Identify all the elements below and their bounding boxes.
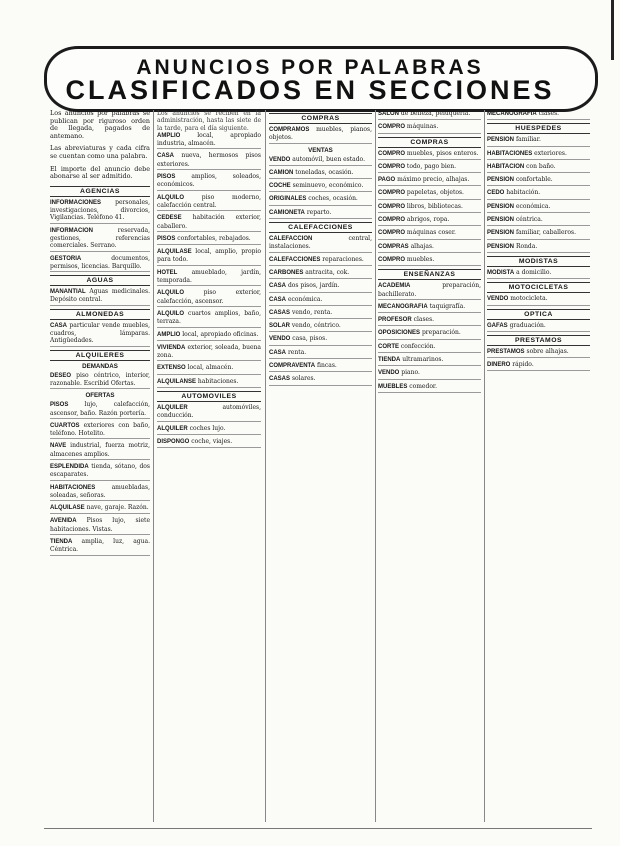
classified-ad (269, 256, 372, 266)
ad-text: libros, bibliotecas. (406, 202, 463, 210)
classified-ad (487, 163, 590, 173)
ad-keyword: EXTENSO (157, 365, 186, 372)
classified-ad (378, 329, 481, 339)
classified-ad (487, 229, 590, 239)
ad-keyword: MECANOGRAFIA (378, 303, 428, 310)
column-3 (269, 110, 372, 825)
ad-keyword: ALQUILASE (157, 249, 192, 256)
classified-ad (487, 110, 590, 120)
ad-keyword: COMPRO (378, 124, 405, 131)
ad-keyword: CALEFACCIONES (269, 256, 321, 263)
intro-paragraph: El importe del anuncio debe abonarse al ser admitido. (50, 164, 150, 181)
ad-text: lujo, calefacción, ascensor, baño. Razón portería. (50, 401, 150, 417)
classified-ad (269, 209, 372, 219)
ad-text: exterior, soleada, buena zona. (157, 343, 261, 360)
ad-text: todo, pago bien. (406, 162, 457, 170)
classified-ad (269, 235, 372, 253)
ad-keyword: GAFAS (487, 322, 508, 329)
ad-keyword: COMPRO (378, 150, 405, 157)
ad-keyword: CASA (50, 322, 68, 329)
ad-text: automóvil, buen estado. (292, 155, 365, 163)
ad-keyword: CALEFACCION (269, 236, 313, 243)
ad-text: económica. (515, 202, 551, 210)
classified-ad (378, 150, 481, 160)
classified-ad (378, 256, 481, 266)
ad-text: amplia, luz, agua. Céntrica. (50, 538, 150, 554)
classified-ad (269, 296, 372, 306)
classified-ad (157, 425, 261, 435)
ad-text: taquigrafía. (429, 302, 466, 310)
ad-keyword: AMPLIO (157, 132, 181, 139)
classified-ad (269, 309, 372, 319)
ad-keyword: AVENIDA (50, 518, 77, 525)
ad-keyword: PROFESOR (378, 317, 412, 324)
classified-ad (269, 375, 372, 385)
ad-keyword: CUARTOS (50, 422, 80, 429)
ad-text: cuartos amplios, baño, terraza. (157, 309, 261, 326)
ad-keyword: MECANOGRAFIA (487, 111, 537, 117)
column-1 (50, 110, 150, 825)
ad-text: comedor. (409, 382, 438, 390)
ad-text: Aguas medicinales. Depósito central. (50, 288, 150, 304)
header-title-line2: CLASIFICADOS EN SECCIONES (65, 75, 555, 105)
ad-text: abrigos, ropa. (406, 216, 450, 224)
notice-paragraph: Los anuncios se reciben en la administración, hasta las siete de la tarde, para el día siguiente. (157, 110, 261, 132)
ad-text: Ronda. (515, 242, 538, 250)
ad-text: reparaciones. (322, 255, 364, 263)
classified-ad (50, 484, 150, 502)
classified-ad (50, 227, 150, 252)
ad-text: graduación. (509, 321, 546, 329)
ad-keyword: COMPRO (378, 163, 405, 170)
ad-keyword: CASAS (269, 309, 291, 316)
classified-ad (269, 195, 372, 205)
ad-keyword: TIENDA (378, 357, 401, 364)
ad-keyword: CASA (269, 349, 287, 356)
ad-text: habitación. (506, 189, 541, 197)
ad-keyword: PENSION (487, 217, 515, 224)
classified-ad (50, 538, 150, 556)
classified-ad (269, 126, 372, 144)
section-heading: AGENCIAS (50, 186, 150, 197)
classified-ad (157, 214, 261, 232)
ad-text: piano. (401, 369, 420, 377)
ad-text: automóviles, conducción. (157, 404, 261, 420)
ad-keyword: HABITACIONES (50, 484, 96, 491)
section-heading: ALQUILERES (50, 350, 150, 361)
classified-ad (157, 378, 261, 388)
ad-keyword: CEDESE (157, 215, 182, 222)
ad-keyword: GESTORIA (50, 255, 82, 262)
classified-ad (269, 269, 372, 279)
classified-ad (50, 463, 150, 481)
classified-ad (378, 123, 481, 133)
ad-keyword: CASA (269, 283, 287, 290)
section-heading: HUESPEDES (487, 123, 590, 134)
section-heading: COMPRAS (378, 137, 481, 148)
classified-ad (487, 243, 590, 253)
ad-text: ultramarinos. (402, 356, 444, 364)
page-edge-mark (611, 0, 614, 60)
classified-ad (157, 438, 261, 448)
ad-keyword: VENDO (269, 156, 291, 163)
ad-text: con baño. (526, 162, 556, 170)
ad-text: local, almacén. (187, 364, 234, 372)
ad-text: rápido. (512, 361, 534, 369)
ad-text: familiar. (515, 136, 541, 144)
classified-ad (50, 288, 150, 306)
ad-text: central, instalaciones. (269, 235, 372, 251)
classified-ad (157, 344, 261, 362)
ad-keyword: DESEO (50, 372, 72, 379)
ad-keyword: PAGO (378, 177, 396, 184)
ad-keyword: PRESTAMOS (487, 348, 525, 355)
ad-keyword: NAVE (50, 443, 67, 450)
ad-text: máximo precio, alhajas. (397, 176, 470, 184)
classified-ad (487, 295, 590, 305)
classified-ad (157, 248, 261, 266)
classified-ad (378, 343, 481, 353)
classified-ad (487, 322, 590, 332)
ad-keyword: PENSION (487, 203, 515, 210)
ad-text: piso moderno, calefacción central. (157, 193, 261, 209)
ad-text: antracita, cok. (305, 268, 350, 276)
classified-ad (378, 316, 481, 326)
ad-text: reservada, gestiones, referencias comerciales. Serrano. (50, 226, 150, 250)
classified-ad (50, 401, 150, 419)
ad-keyword: PISOS (157, 174, 176, 181)
ad-keyword: PENSION (487, 177, 515, 184)
classified-ad (269, 282, 372, 292)
section-heading: MODISTAS (487, 256, 590, 267)
ad-text: habitación exterior, caballero. (157, 214, 261, 230)
classified-ad (269, 322, 372, 332)
column-rule (153, 110, 154, 822)
classified-ad (157, 404, 261, 422)
classified-ad (487, 269, 590, 279)
ad-keyword: COMPRO (378, 256, 405, 263)
classified-ad (378, 303, 481, 313)
ad-text: familiar, caballeros. (515, 229, 576, 237)
section-heading: ALMONEDAS (50, 309, 150, 320)
ad-text: documentos, permisos, licencias. Barquillo. (50, 254, 150, 270)
classified-ad (487, 216, 590, 226)
ad-keyword: ALQUILO (157, 194, 184, 201)
classified-ad (378, 243, 481, 253)
column-2 (157, 110, 261, 825)
ad-text: coche, viajes. (191, 437, 233, 445)
ad-text: seminuevo, económico. (292, 182, 364, 190)
ad-keyword: ESPLENDIDA (50, 463, 89, 470)
ad-keyword: PENSION (487, 230, 515, 237)
ad-text: económica. (287, 295, 323, 303)
ad-text: piso céntrico, interior, razonable. Escribid Ofertas. (50, 371, 150, 387)
ad-keyword: PISOS (157, 235, 176, 242)
section-heading: OPTICA (487, 309, 590, 320)
ad-keyword: PENSION (487, 137, 515, 144)
classified-ad (487, 348, 590, 358)
classified-ad (378, 282, 481, 300)
classified-ad (269, 169, 372, 179)
classified-ad (50, 255, 150, 273)
ad-text: coches lujo. (189, 424, 226, 432)
classified-ad (487, 136, 590, 146)
ad-keyword: CASAS (269, 376, 291, 383)
ad-keyword: COMPRO (378, 217, 405, 224)
ad-text: preparación, bachillerato. (378, 282, 481, 298)
ad-keyword: DISPONGO (157, 438, 190, 445)
classified-ad (378, 203, 481, 213)
ad-keyword: COCHE (269, 183, 291, 190)
ad-text: muebles. (406, 255, 435, 263)
section-heading: MOTOCICLETAS (487, 282, 590, 293)
ad-keyword: ALQUILER (157, 425, 188, 432)
ad-keyword: COMPRAS (378, 243, 409, 250)
ad-keyword: CASA (157, 153, 175, 160)
ad-text: nueva, hermosos pisos exteriores. (157, 152, 261, 168)
ad-text: confortable. (515, 176, 553, 184)
classified-ad (378, 383, 481, 393)
column-rule (375, 110, 376, 822)
classified-ad (487, 150, 590, 160)
column-5 (487, 110, 590, 825)
classified-ad (157, 269, 261, 287)
classified-ad (157, 235, 261, 245)
ad-keyword: PENSION (487, 243, 515, 250)
ad-text: alhajas. (410, 242, 434, 250)
classified-ad (487, 361, 590, 371)
ad-text: exteriores. (534, 149, 567, 157)
ad-text: reparto. (306, 208, 332, 216)
classified-ad (157, 194, 261, 212)
ad-text: dos pisos, jardín. (287, 282, 340, 290)
ad-text: industrial, fuerza motriz, almacenes amplios. (50, 442, 150, 458)
ad-keyword: CAMIONETA (269, 209, 305, 216)
classified-ad (269, 349, 372, 359)
ad-text: vendo, céntrico. (291, 322, 341, 330)
ad-text: clases. (413, 316, 435, 324)
classified-ad (269, 182, 372, 192)
ad-keyword: TIENDA (50, 539, 73, 546)
ad-text: muebles, pisos enteros. (406, 149, 479, 157)
classified-ad (50, 372, 150, 390)
classified-ad (157, 289, 261, 307)
ad-keyword: ALQUILO (157, 290, 184, 297)
classified-ad (157, 331, 261, 341)
header-title-line1: ANUNCIOS POR PALABRAS (136, 56, 484, 79)
bottom-rule (44, 828, 592, 829)
ad-keyword: VIVIENDA (157, 344, 186, 351)
section-heading: COMPRAS (269, 113, 372, 124)
ad-keyword: CARBONES (269, 269, 304, 276)
section-heading: AUTOMOVILES (157, 391, 261, 402)
classified-ad (50, 199, 150, 224)
ad-keyword: AMPLIO (157, 331, 181, 338)
ad-text: local, apropiado oficinas. (182, 330, 259, 338)
ad-keyword: CORTE (378, 343, 399, 350)
ad-keyword: COMPRAVENTA (269, 363, 316, 370)
ad-text: Pisos lujo, siete habitaciones. Vistas. (50, 517, 150, 533)
ad-text: casa, pisos. (292, 335, 328, 343)
ad-keyword: VENDO (378, 370, 400, 377)
classified-ad (157, 132, 261, 150)
ad-text: motocicleta. (510, 295, 548, 303)
ad-keyword: HABITACION (487, 163, 525, 170)
ad-text: amuebladas, soleadas, señoras. (50, 483, 150, 499)
ad-text: amplios, soleados, económicos. (157, 173, 261, 189)
ad-keyword: HABITACIONES (487, 150, 533, 157)
classified-ad (378, 110, 481, 120)
ad-keyword: COMPRO (378, 203, 405, 210)
ad-text: exteriores con baño, teléfono. Hotelito. (50, 421, 150, 438)
ad-text: de belleza, peluquería. (400, 110, 471, 117)
ad-keyword: OPOSICIONES (378, 330, 421, 337)
classified-ad (50, 422, 150, 440)
ad-text: amueblado, jardín, temporada. (157, 268, 261, 285)
classified-ad (487, 176, 590, 186)
ad-keyword: ALQUILER (157, 405, 188, 412)
ad-keyword: MUEBLES (378, 383, 408, 390)
ad-text: confortables, rebajados. (177, 234, 251, 242)
ad-text: confección. (400, 342, 436, 350)
classified-ad (269, 156, 372, 166)
classified-ad (378, 356, 481, 366)
ad-text: preparación. (421, 329, 461, 337)
subsection-heading: VENTAS (308, 146, 333, 154)
classified-ad (157, 310, 261, 328)
section-heading: ENSEÑANZAS (378, 269, 481, 280)
ad-keyword: CASA (269, 296, 287, 303)
subsection-heading: DEMANDAS (82, 362, 118, 370)
ad-text: clases. (538, 110, 560, 117)
ad-keyword: COMPRAMOS (269, 127, 310, 133)
ad-text: local, apropiado industria, almacén. (157, 131, 261, 148)
classified-ad (487, 189, 590, 199)
ad-text: a domicilio. (516, 268, 552, 276)
ad-text: fincas. (317, 362, 337, 370)
ad-keyword: INFORMACIONES (50, 199, 101, 206)
ad-keyword: DINERO (487, 362, 511, 369)
intro-paragraph: Las abreviaturas y cada cifra se cuentan como una palabra. (50, 144, 150, 160)
column-rule (265, 110, 266, 822)
classified-ad (378, 229, 481, 239)
section-heading: PRESTAMOS (487, 335, 590, 346)
ad-text: tienda, sótano, dos escaparates. (50, 462, 150, 479)
ad-keyword: ALQUILO (157, 310, 184, 317)
ad-text: toneladas, ocasión. (295, 168, 354, 176)
ad-text: personales, investigaciones, divorcios, Vigilancias. Teléfono 41. (50, 198, 150, 222)
ad-keyword: ALQUILASE (50, 505, 85, 512)
ad-keyword: HOTEL (157, 269, 178, 276)
ad-text: local, amplio, propio para todo. (157, 248, 261, 264)
ad-text: particular vende muebles, cuadros, lámparas. Antigüedades. (50, 321, 150, 345)
classified-ad (50, 504, 150, 514)
ad-keyword: CAMION (269, 169, 294, 176)
classified-ad (50, 442, 150, 460)
ad-text: céntrica. (515, 216, 543, 224)
ad-text: habitaciones. (197, 377, 239, 385)
classified-ad (269, 362, 372, 372)
ad-keyword: INFORMACION (50, 227, 93, 234)
column-rule (484, 110, 485, 822)
classified-ad (157, 152, 261, 170)
ad-keyword: ACADEMIA (378, 283, 411, 290)
ad-text: piso exterior, calefacción, ascensor. (157, 289, 261, 305)
classified-ad (378, 176, 481, 186)
ad-text: papeletas, objetos. (406, 189, 464, 197)
classified-ad (157, 173, 261, 191)
ad-keyword: SOLAR (269, 323, 290, 330)
ad-text: renta. (287, 348, 307, 356)
section-heading: AGUAS (50, 275, 150, 286)
ad-keyword: SALON (378, 111, 399, 117)
subsection-heading: OFERTAS (85, 392, 115, 400)
ad-keyword: COMPRO (378, 190, 405, 197)
ad-keyword: ALQUILANSE (157, 378, 196, 385)
ad-text: solares. (291, 375, 316, 383)
ad-keyword: COMPRO (378, 230, 405, 237)
ad-text: muebles, pianos, objetos. (269, 126, 372, 142)
classified-ad (378, 189, 481, 199)
ad-keyword: CEDO (487, 190, 505, 197)
ad-text: máquinas coser. (406, 229, 456, 237)
ad-keyword: ORIGINALES (269, 196, 307, 203)
ad-text: nave, garaje. Razón. (86, 504, 149, 512)
ad-text: sobre alhajas. (526, 347, 569, 355)
classified-ad (487, 203, 590, 213)
ad-text: máquinas. (406, 123, 439, 131)
classified-ad (378, 369, 481, 379)
classified-ad (50, 517, 150, 535)
ad-keyword: MANANTIAL (50, 289, 86, 296)
ad-keyword: VENDO (269, 336, 291, 343)
intro-paragraph: Los anuncios por palabras se publican por riguroso orden de llegada, pagados de antemano. (50, 110, 150, 140)
ad-keyword: PISOS (50, 402, 69, 409)
ad-text: vendo, renta. (291, 308, 333, 316)
column-4 (378, 110, 481, 825)
classified-ad (157, 364, 261, 374)
ad-text: coches, ocasión. (308, 195, 358, 203)
ad-keyword: VENDO (487, 296, 509, 303)
classified-ad (378, 216, 481, 226)
classified-ad (378, 163, 481, 173)
classified-ad (269, 335, 372, 345)
section-heading: CALEFACCIONES (269, 222, 372, 233)
ad-keyword: MODISTA (487, 269, 515, 276)
classified-ad (50, 322, 150, 347)
